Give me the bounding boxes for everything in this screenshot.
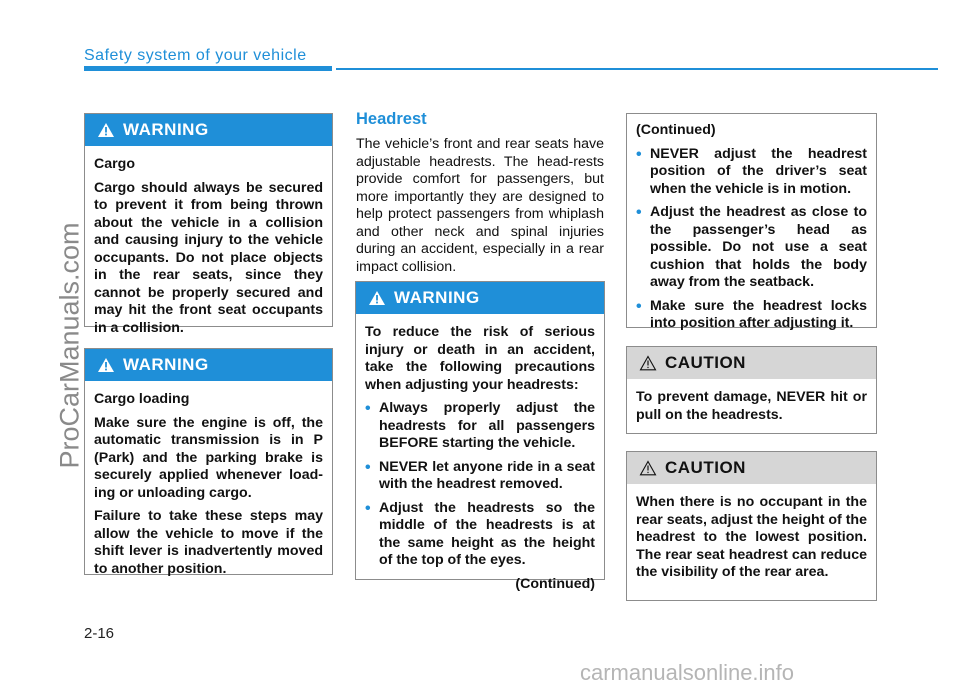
warning-label: WARNING (123, 355, 209, 374)
warning-header (85, 349, 332, 381)
caution-header (627, 347, 876, 379)
caution-label: CAUTION (665, 353, 746, 372)
caution-box-rear-headrest (626, 451, 877, 601)
warning-box-continued (626, 113, 877, 331)
warning-triangle-icon (368, 290, 386, 306)
warning-title: Cargo loading (94, 391, 190, 407)
warning-list (365, 400, 595, 570)
caution-text: To prevent damage, NEVER hit or pull on the headrests. (636, 389, 867, 423)
warning-title: Cargo (94, 156, 135, 172)
headrest-heading: Headrest (356, 110, 427, 128)
warning-box-cargo (84, 113, 333, 336)
warning-triangle-icon (97, 122, 115, 138)
caution-text: When there is no occupant in the rear seats, adjust the height of the headrest to the lowest position. The rear seat headrest can reduce the visibility of the rear area. (636, 494, 867, 580)
warning-intro: To reduce the risk of serious injury or death in an accident, take the following precautions when adjusting your headrests: (365, 324, 595, 393)
caution-triangle-icon (639, 460, 657, 476)
list-item: • Adjust the headrests so the middle of the headrests is at the same height as the height of the top of the eyes. (365, 500, 595, 570)
footer-watermark: carmanualsonline.info (580, 660, 795, 685)
header-rule (336, 68, 938, 70)
warning-text: Failure to take these steps may allow the vehicle to move if the shift lever is inadvertently moved to another position. (94, 508, 323, 577)
caution-header (627, 452, 876, 484)
continued-title: (Continued) (636, 122, 716, 138)
warning-header (85, 114, 332, 146)
list-item: • Adjust the headrest as close to the passenger’s head as possible. Do not use a seat cushion that holds the body away from the seatback. (636, 204, 867, 292)
list-item: • NEVER adjust the headrest position of the driver’s seat when the vehicle is in motion. (636, 146, 867, 199)
side-watermark: ProCarManuals.com (54, 222, 85, 469)
list-item: • NEVER let anyone ride in a seat with the headrest removed. (365, 459, 595, 494)
caution-box-headrest-damage (626, 346, 877, 434)
warning-text: Cargo should always be secured to prevent it from being thrown about the vehicle in a collision and causing injury to the vehicle occupants. Do not place objects in the rear seats, since they cannot be properly secured and may hit the front seat occupants in a collision. (94, 179, 323, 336)
warning-header (356, 282, 604, 314)
warning-label: WARNING (394, 288, 480, 307)
list-item: • Always properly adjust the headrests for all passengers BEFORE starting the vehicle. (365, 400, 595, 453)
warning-label: WARNING (123, 120, 209, 139)
header-accent-bar (84, 66, 332, 71)
section-header-title: Safety system of your vehicle (84, 47, 307, 64)
caution-triangle-icon (639, 355, 657, 371)
warning-triangle-icon (97, 357, 115, 373)
continued-label: (Continued) (515, 575, 595, 592)
warning-list (636, 146, 867, 333)
list-item: • Make sure the headrest locks into position after adjusting it. (636, 298, 867, 333)
headrest-paragraph: The vehicle’s front and rear seats have adjustable headrests. The head-rests provide comfort for passengers, but more importantly they are designed to help protect passengers from whiplash and other neck and spinal injuries during an accident, especially in a rear impact collision. (356, 136, 604, 275)
warning-box-cargo-loading (84, 348, 333, 575)
warning-text: Make sure the engine is off, the automatic transmission is in P (Park) and the parking brake is securely applied whenever load-ing or unloading cargo. (94, 414, 323, 501)
caution-label: CAUTION (665, 458, 746, 477)
warning-box-headrest (355, 281, 605, 592)
page-number: 2-16 (84, 625, 115, 642)
